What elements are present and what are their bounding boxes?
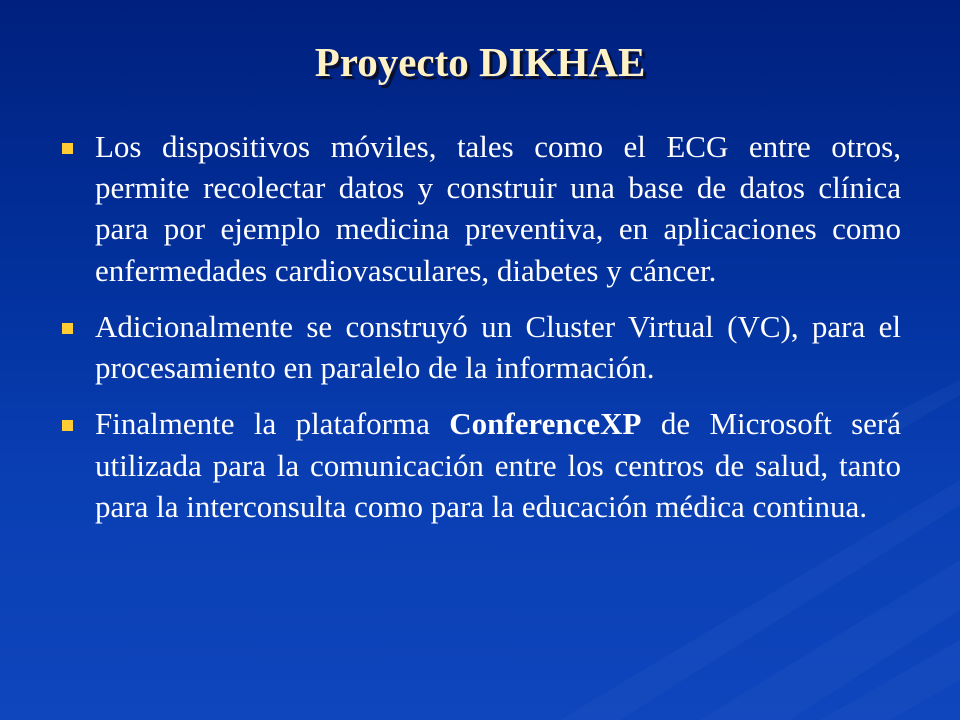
bullet-text: Adicionalmente se construyó un Cluster Virtual (VC), para el procesamiento en paralelo de la información. — [95, 308, 901, 386]
bullet-item — [55, 403, 901, 527]
square-bullet-icon — [62, 420, 73, 431]
bullet-text-part: Finalmente la plataforma — [95, 406, 450, 442]
bullet-item — [55, 126, 901, 291]
slide-title: Proyecto DIKHAE — [314, 39, 646, 85]
bullet-item — [55, 306, 901, 388]
square-bullet-icon — [62, 143, 73, 154]
conferencexp-emphasis: ConferenceXP — [449, 406, 642, 442]
bullet-text: Los dispositivos móviles, tales como el ECG entre otros, permite recolectar datos y construir una base de datos clínica para por ejemplo medicina preventiva, en aplicaciones como enfermedades cardiovasculares, diabetes y cáncer. — [95, 129, 901, 288]
bullet-text-part: de Microsoft será utilizada para la comunicación entre los centros de salud, tanto para la interconsulta como para la educación médica continua. — [95, 406, 901, 524]
bullet-text — [95, 406, 901, 523]
bullet-list — [55, 126, 901, 542]
square-bullet-icon — [62, 323, 73, 334]
